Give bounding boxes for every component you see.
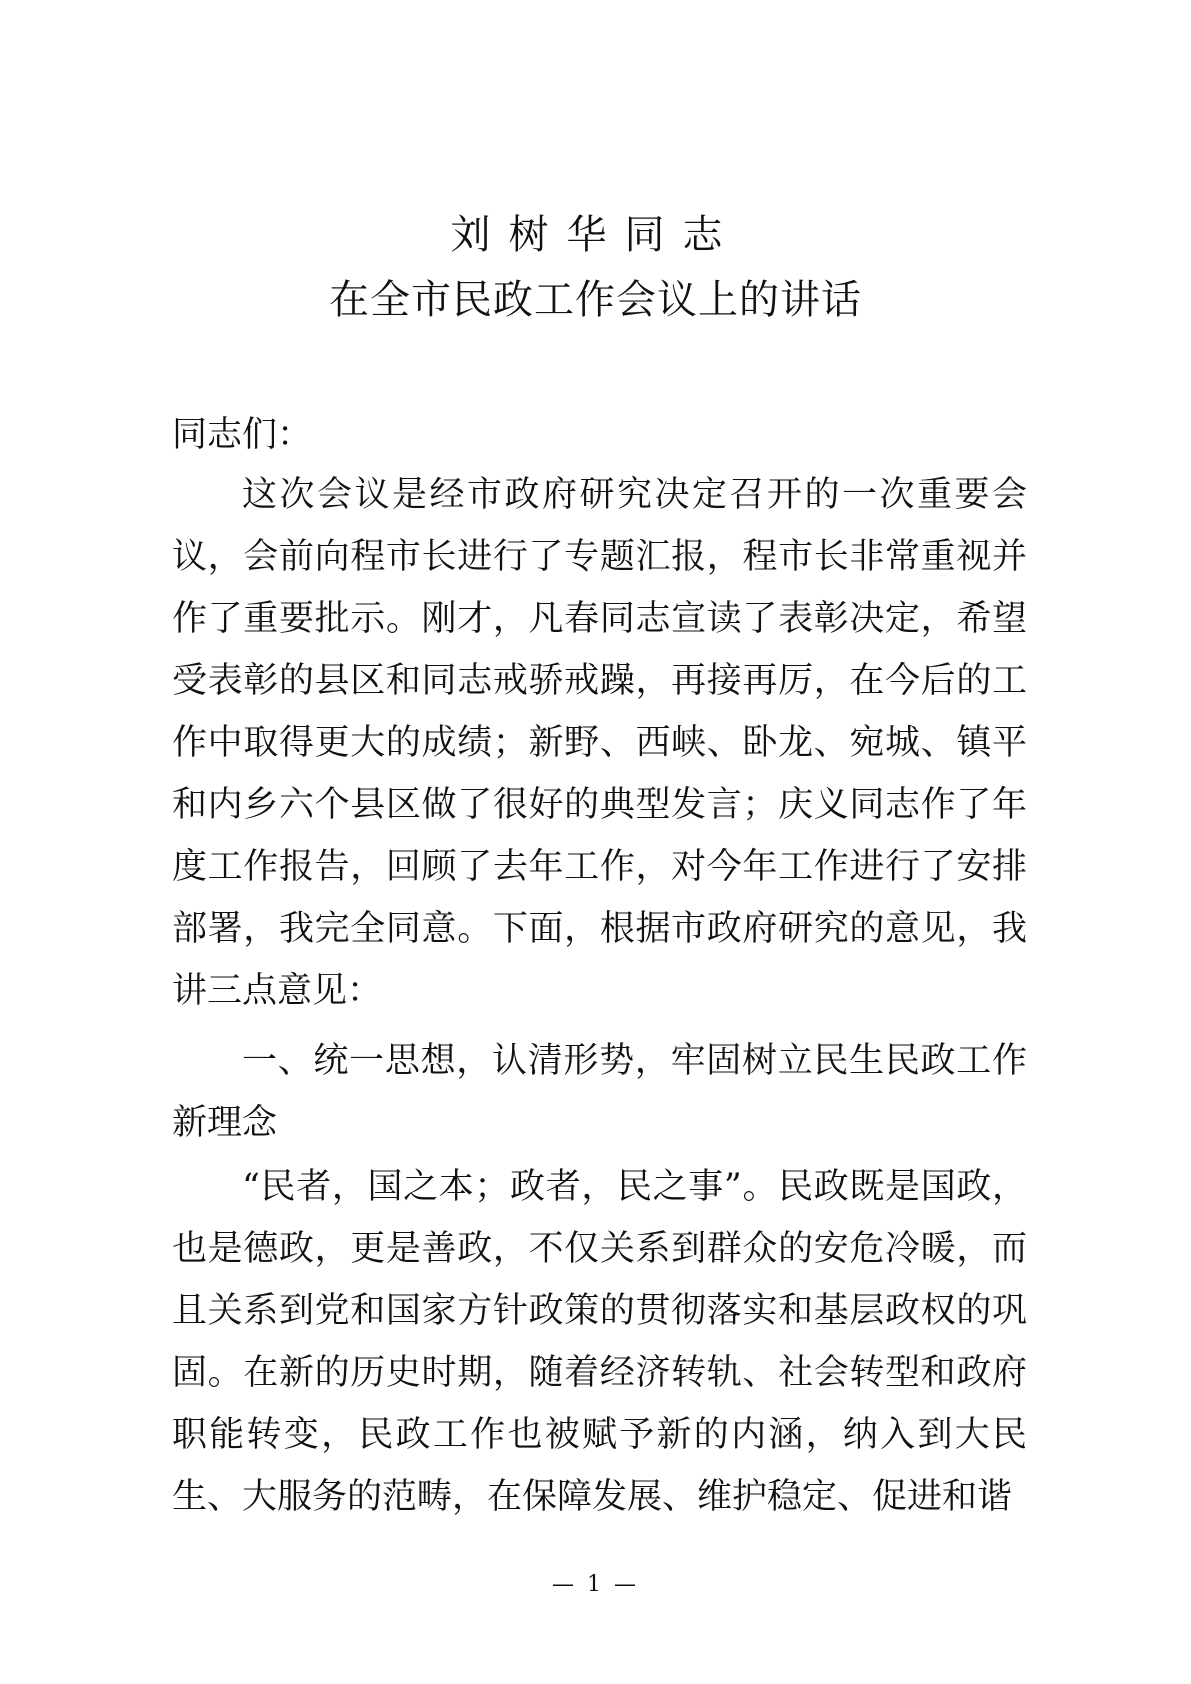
page-number: — 1 — <box>552 1572 639 1597</box>
paragraph-section-1: “民者，国之本；政者，民之事”。民政既是国政，也是德政，更是善政，不仅关系到群众的安危冷暖，而且关系到党和国家方针政策的贯彻落实和基层政权的巩固。在新的历史时期，随着经济转轨、社会转型和政府职能转变，民政工作也被赋予新的内涵，纳入到大民生、大服务的范畴，在保障发展、维护稳定、促进和谐 <box>172 1167 1027 1517</box>
section-heading-1: 一、统一思想，认清形势，牢固树立民生民政工作新理念 <box>172 1041 1027 1143</box>
salutation: 同志们： <box>172 415 313 455</box>
paragraph-opening: 这次会议是经市政府研究决定召开的一次重要会议，会前向程市长进行了专题汇报，程市长非常重视并作了重要批示。刚才，凡春同志宣读了表彰决定，希望受表彰的县区和同志戒骄戒躁，再接再厉，在今后的工作中取得更大的成绩；新野、西峡、卧龙、宛城、镇平和内乡六个县区做了很好的典型发言；庆义同志作了年度工作报告，回顾了去年工作，对今年工作进行了安排部署，我完全同意。下面，根据市政府研究的意见，我讲三点意见： <box>172 475 1027 1011</box>
document-title-subject: 在全市民政工作会议上的讲话 <box>329 277 862 323</box>
document-title-name: 刘树华同志 <box>450 212 741 258</box>
